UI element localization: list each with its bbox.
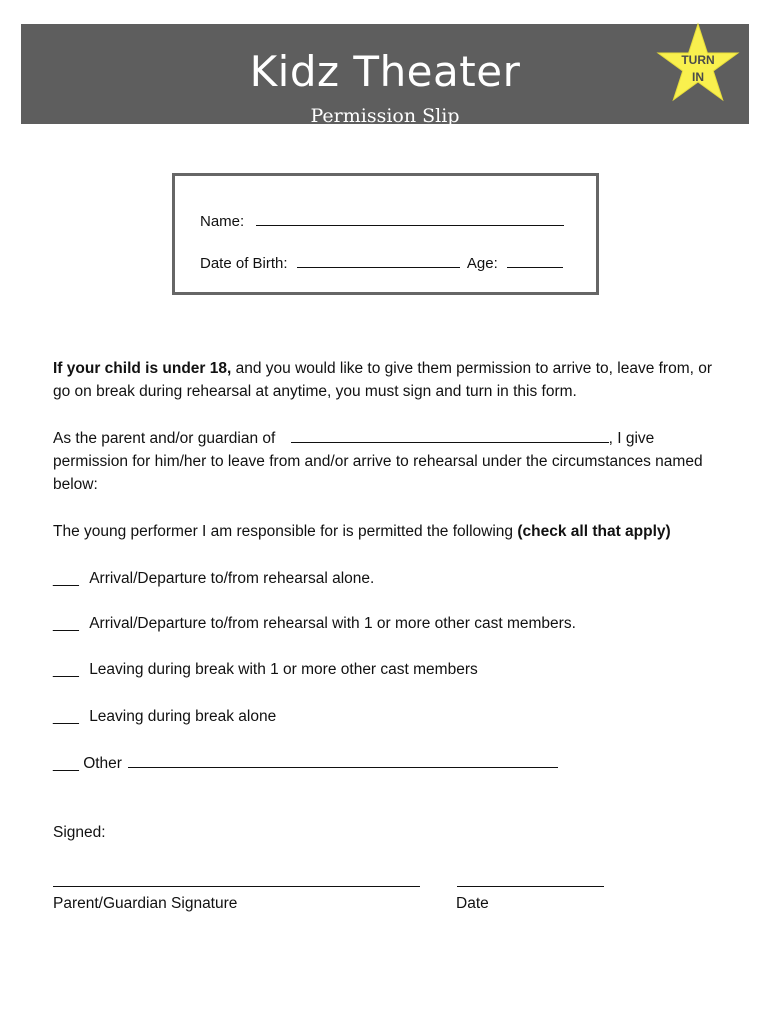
intro-paragraph (53, 357, 733, 403)
option-label: Leaving during break with 1 or more other cast members (89, 661, 478, 678)
option-checkbox-blank[interactable]: ___ (53, 708, 79, 725)
option-break-with-cast (53, 660, 478, 680)
option-other (53, 753, 558, 774)
signature-label: Parent/Guardian Signature (53, 895, 238, 912)
signature-line[interactable] (53, 886, 420, 887)
star-label-line1: TURN (681, 53, 715, 67)
dob-row (200, 253, 563, 273)
guardian-line (53, 427, 733, 450)
page-title: Kidz Theater (249, 47, 521, 96)
instructions-bold: (check all that apply) (517, 523, 671, 540)
student-info-box (172, 173, 599, 295)
other-field[interactable] (128, 753, 558, 768)
page-subtitle: Permission Slip (310, 105, 460, 127)
option-label: Arrival/Departure to/from rehearsal alone. (89, 570, 375, 587)
age-label: Age: (466, 255, 498, 272)
intro-text: and you would like to give them permission to arrive to, leave from, or go on break during rehearsal at anytime, you must sign and turn in this form. (53, 360, 713, 400)
dob-field[interactable] (297, 253, 460, 268)
option-checkbox-blank[interactable]: ___ (53, 615, 79, 632)
date-line[interactable] (457, 886, 604, 887)
name-row (200, 211, 564, 231)
option-checkbox-blank[interactable]: ___ (53, 661, 79, 678)
option-arrival-alone (53, 569, 374, 589)
age-field[interactable] (507, 253, 563, 268)
option-label: Leaving during break alone (89, 708, 277, 725)
option-label: Arrival/Departure to/from rehearsal with 1 or more other cast members. (89, 615, 576, 632)
date-label: Date (456, 895, 489, 912)
instructions-text: The young performer I am responsible for is permitted the following (53, 523, 518, 540)
guardian-text-after: , I give (608, 430, 655, 447)
child-name-field[interactable] (291, 428, 609, 443)
dob-label: Date of Birth: (200, 255, 288, 272)
header-bar (21, 24, 749, 127)
option-arrival-with-cast (53, 614, 576, 634)
option-label: Other (83, 755, 122, 772)
option-checkbox-blank[interactable]: ___ (53, 755, 79, 772)
option-break-alone (53, 707, 276, 727)
star-label-line2: IN (692, 70, 704, 84)
instructions-line (53, 520, 733, 543)
guardian-continuation: permission for him/her to leave from and/or arrive to rehearsal under the circumstances named below: (53, 453, 703, 493)
turn-in-star-badge (654, 22, 742, 106)
star-label (654, 52, 742, 86)
guardian-text-before: As the parent and/or guardian of (53, 430, 276, 447)
option-checkbox-blank[interactable]: ___ (53, 570, 79, 587)
name-label: Name: (200, 213, 245, 230)
name-field[interactable] (256, 211, 564, 226)
signed-label: Signed: (53, 824, 106, 841)
intro-bold: If your child is under 18, (53, 360, 232, 377)
